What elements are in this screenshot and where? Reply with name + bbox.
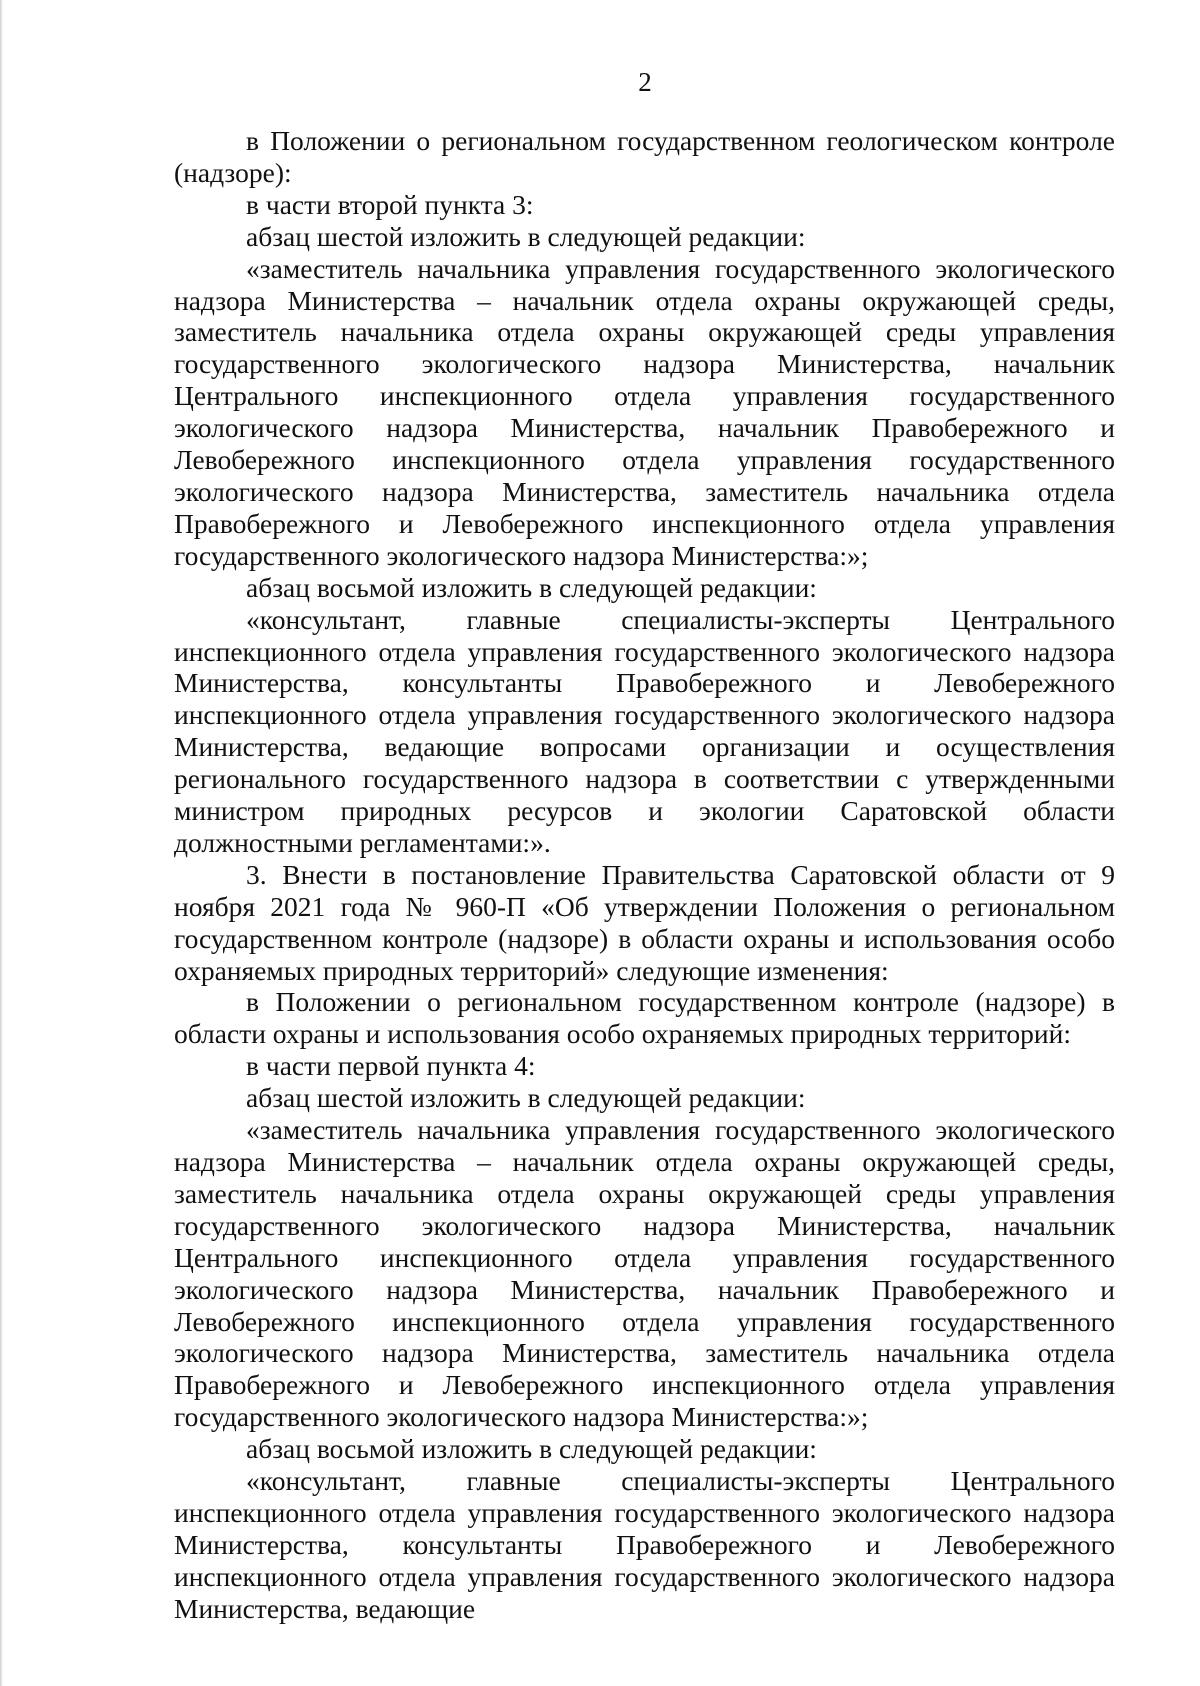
paragraph-5: абзац восьмой изложить в следующей редакции: [246, 571, 817, 603]
paragraph-11: «заместитель начальника управления государственного экологического надзора Министерства – начальник отдела охраны окружающей среды, заместитель начальника отдела охраны окружающей среды управления государственного экологического надзора Министерства, начальник Центрального инспекционного отдела управления государственного экологического надзора Министерства, начальник Правобережного и Левобережного инспекционного отдела управления государственного экологического надзора Министерства, заместитель начальника отдела Правобережного и Левобережного инспекционного отдела управления государственного экологического надзора Министерства:»; [174, 1114, 1115, 1433]
paragraph-13: «консультант, главные специалисты-эксперты Центрального инспекционного отдела управления государственного экологического надзора Министерства, консультанты Правобережного и Левобережного инспекционного отдела управления государственного экологического надзора Министерства, ведающие [174, 1465, 1115, 1624]
paragraph-12: абзац восьмой изложить в следующей редакции: [246, 1433, 817, 1465]
paragraph-6: «консультант, главные специалисты-эксперты Центрального инспекционного отдела управления государственного экологического надзора Министерства, консультанты Правобережного и Левобережного инспекционного отдела управления государственного экологического надзора Министерства, ведающие вопросами организации и осуществления регионального государственного надзора в соответствии с утвержденными министром природных ресурсов и экологии Саратовской области должностными регламентами:». [174, 603, 1115, 858]
paragraph-9: в части первой пункта 4: [246, 1050, 536, 1082]
scan-edge-shadow [0, 0, 3, 1686]
paragraph-2: в части второй пункта 3: [246, 188, 534, 220]
paragraph-3: абзац шестой изложить в следующей редакции: [246, 220, 806, 252]
paragraph-8: в Положении о региональном государственном контроле (надзоре) в области охраны и использования особо охраняемых природных территорий: [174, 986, 1115, 1050]
paragraph-4: «заместитель начальника управления государственного экологического надзора Министерства – начальник отдела охраны окружающей среды, заместитель начальника отдела охраны окружающей среды управления государственного экологического надзора Министерства, начальник Центрального инспекционного отдела управления государственного экологического надзора Министерства, начальник Правобережного и Левобережного инспекционного отдела управления государственного экологического надзора Министерства, заместитель начальника отдела Правобережного и Левобережного инспекционного отдела управления государственного экологического надзора Министерства:»; [174, 252, 1115, 571]
page-number: 2 [638, 67, 652, 97]
document-body [174, 125, 1115, 1625]
paragraph-7: 3. Внести в постановление Правительства Саратовской области от 9 ноября 2021 года № 960-П «Об утверждении Положения о региональном государственном контроле (надзоре) в области охраны и использования особо охраняемых природных территорий» следующие изменения: [174, 858, 1115, 986]
paragraph-10: абзац шестой изложить в следующей редакции: [246, 1082, 806, 1114]
paragraph-1: в Положении о региональном государственном геологическом контроле (надзоре): [174, 125, 1115, 188]
